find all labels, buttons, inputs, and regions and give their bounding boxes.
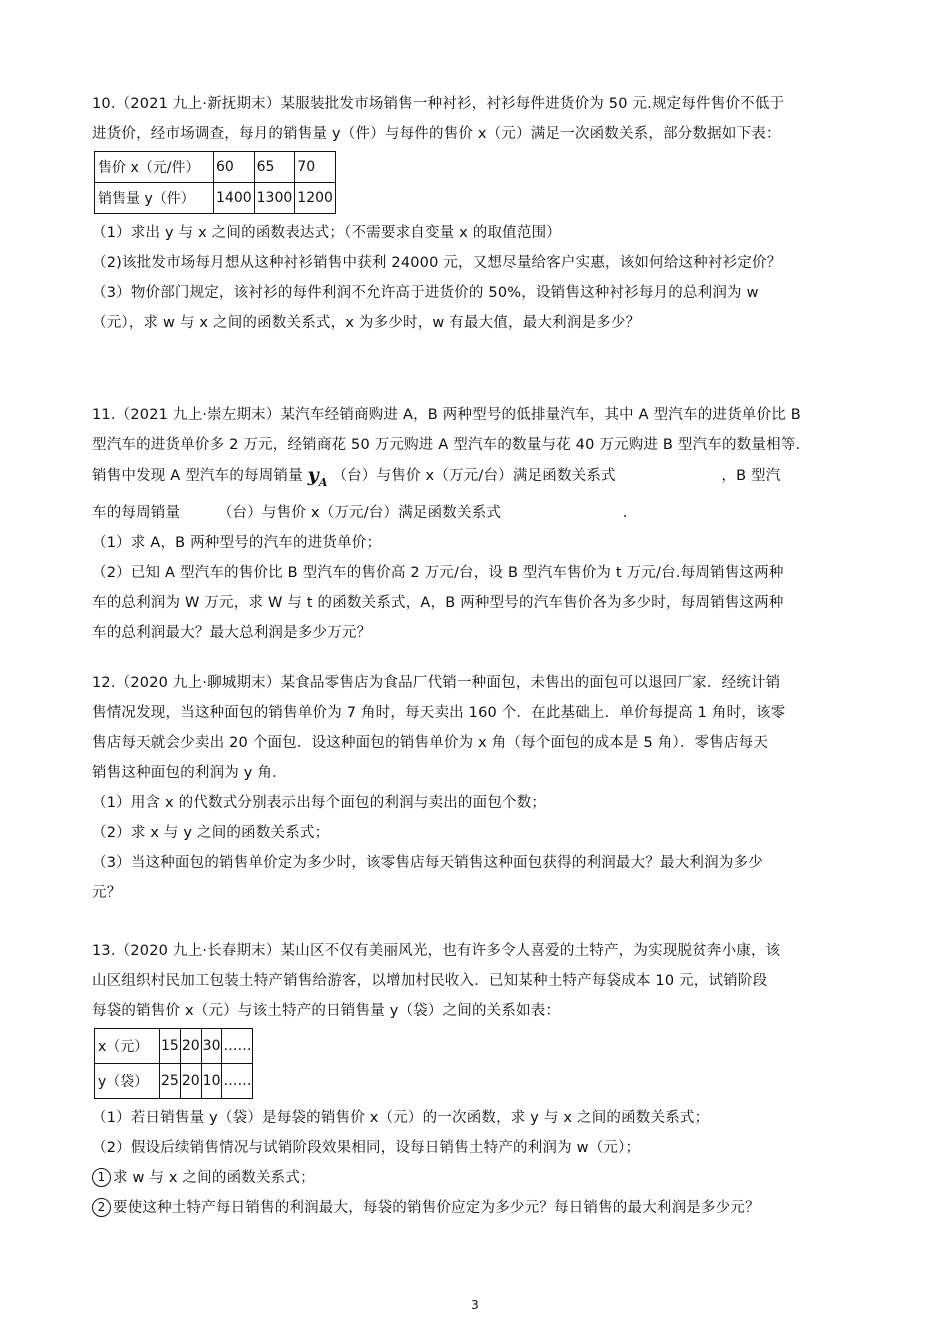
text-segment: 求 w 与 x 之间的函数关系式；: [113, 1170, 315, 1186]
table-cell: 30: [201, 1029, 222, 1064]
circled-number-1: 1: [92, 1168, 111, 1187]
problem-11: [92, 400, 867, 648]
table-row: [95, 183, 336, 214]
text-segment: 要使这种土特产每日销售的利润最大，每袋的销售价应定为多少元？每日销售的最大利润是多少元？: [113, 1200, 760, 1216]
table-header-cell: x（元）: [95, 1029, 160, 1064]
question-1: （1）求 A，B 两种型号的汽车的进货单价；: [92, 534, 382, 551]
problem-10-text-line: 10.（2021 九上·新抚期末）某服装批发市场销售一种衬衫，衬衫每件进货价为 50 元.规定每件售价不低于: [92, 96, 785, 112]
question-3: （3）当这种面包的销售单价定为多少时，该零售店每天销售这种面包获得的利润最大？最大利润为多少: [92, 855, 763, 871]
table-cell: ……: [222, 1029, 253, 1064]
table-cell: 60: [214, 152, 255, 183]
text-segment: 销售中发现 A 型汽车的每周销量: [92, 468, 303, 484]
question-3-continued: 元？: [92, 885, 122, 901]
question-2-continued: 车的总利润最大？最大总利润是多少万元？: [92, 624, 372, 641]
table-cell: 10: [201, 1064, 222, 1099]
table-cell: 1200: [295, 183, 336, 214]
problem-10-text-line: 进货价，经市场调查，每月的销售量 y（件）与每件的售价 x（元）满足一次函数关系，部分数据如下表：: [92, 126, 781, 142]
question-2: （2）求 x 与 y 之间的函数关系式；: [92, 825, 330, 841]
problem-11-text-line: [92, 498, 867, 528]
problem-12-text-line: 销售这种面包的利润为 y 角．: [92, 765, 287, 781]
table-cell: 25: [160, 1064, 181, 1099]
question-2: （2)该批发市场每月想从这种衬衫销售中获利 24000 元，又想尽量给客户实惠，该如何给这种衬衫定价？: [92, 255, 782, 271]
question-3: （3）物价部门规定，该衬衫的每件利润不允许高于进货价的 50%，设销售这种衬衫每月的总利润为 w: [92, 285, 759, 301]
question-1: （1）求出 y 与 x 之间的函数表达式；（不需要求自变量 x 的取值范围）: [92, 225, 561, 241]
problem-12: [92, 668, 867, 908]
sub-question-2: [92, 1193, 867, 1223]
question-2: （2）已知 A 型汽车的售价比 B 型汽车的售价高 2 万元/台，设 B 型汽车售价为 t 万元/台.每周销售这两种: [92, 564, 784, 581]
table-cell: 65: [254, 152, 295, 183]
question-3-continued: （元），求 w 与 x 之间的函数关系式，x 为多少时，w 有最大值，最大利润是多少？: [92, 315, 641, 331]
page-number: 3: [471, 1298, 479, 1312]
question-2-continued: 车的总利润为 W 万元，求 W 与 t 的函数关系式，A，B 两种型号的汽车售价各为多少时，每周销售这两种: [92, 594, 784, 611]
table-header-cell: y（袋）: [95, 1064, 160, 1099]
table-header-cell: 销售量 y（件）: [95, 183, 214, 214]
problem-13-text-line: 每袋的销售价 x（元）与该土特产的日销售量 y（袋）之间的关系如表：: [92, 1003, 561, 1019]
problem-11-text-line: 型汽车的进货单价多 2 万元，经销商花 50 万元购进 A 型汽车的数量与花 40 万元购进 B 型汽车的数量相等.: [92, 437, 801, 453]
table-cell: 15: [160, 1029, 181, 1064]
circled-number-2: 2: [92, 1198, 111, 1217]
table-cell: 20: [180, 1064, 201, 1099]
y-symbol: y: [307, 464, 319, 486]
problem-13: [92, 936, 867, 1223]
problem-13-text-line: 13.（2020 九上·长春期末）某山区不仅有美丽风光，也有许多令人喜爱的土特产，为实现脱贫奔小康，该: [92, 943, 781, 959]
table-row: [95, 1029, 253, 1064]
question-1: （1）用含 x 的代数式分别表示出每个面包的利润与卖出的面包个数；: [92, 795, 547, 811]
text-segment: （台）与售价 x（万元/台）满足函数关系式: [217, 504, 502, 521]
table-cell: 1400: [214, 183, 255, 214]
text-segment: （台）与售价 x（万元/台）满足函数关系式: [332, 468, 616, 484]
text-segment: .: [622, 504, 628, 521]
table-row: [95, 152, 336, 183]
y-a-symbol: [307, 464, 328, 489]
problem-13-text-line: 山区组织村民加工包装土特产销售给游客，以增加村民收入．已知某种土特产每袋成本 10 元，试销阶段: [92, 973, 768, 989]
text-segment: ，B 型汽: [721, 468, 781, 484]
price-quantity-table: [94, 1028, 253, 1099]
text-segment: 车的每周销量: [92, 504, 181, 521]
table-row: [95, 1064, 253, 1099]
table-cell: ……: [222, 1064, 253, 1099]
y-subscript: A: [318, 475, 328, 489]
table-header-cell: 售价 x（元/件）: [95, 152, 214, 183]
problem-10: [92, 89, 867, 338]
problem-12-text-line: 12.（2020 九上·聊城期末）某食品零售店为食品厂代销一种面包，未售出的面包可以退回厂家．经统计销: [92, 675, 781, 691]
question-1: （1）若日销售量 y（袋）是每袋的销售价 x（元）的一次函数，求 y 与 x 之间的函数关系式；: [92, 1110, 710, 1126]
problem-12-text-line: 售店每天就会少卖出 20 个面包．设这种面包的销售单价为 x 角（每个面包的成本是 5 角）．零售店每天: [92, 735, 769, 751]
table-cell: 70: [295, 152, 336, 183]
table-cell: 20: [180, 1029, 201, 1064]
sub-question-1: [92, 1163, 867, 1193]
table-cell: 1300: [254, 183, 295, 214]
question-2: （2）假设后续销售情况与试销阶段效果相同，设每日销售土特产的利润为 w（元）；: [92, 1140, 641, 1156]
problem-11-text-line: [92, 460, 867, 498]
price-sales-table: [94, 151, 336, 214]
problem-12-text-line: 售情况发现，当这种面包的销售单价为 7 角时，每天卖出 160 个．在此基础上．单价每提高 1 角时，该零: [92, 705, 786, 721]
problem-11-text-line: 11.（2021 九上·崇左期末）某汽车经销商购进 A，B 两种型号的低排量汽车，其中 A 型汽车的进货单价比 B: [92, 407, 801, 423]
